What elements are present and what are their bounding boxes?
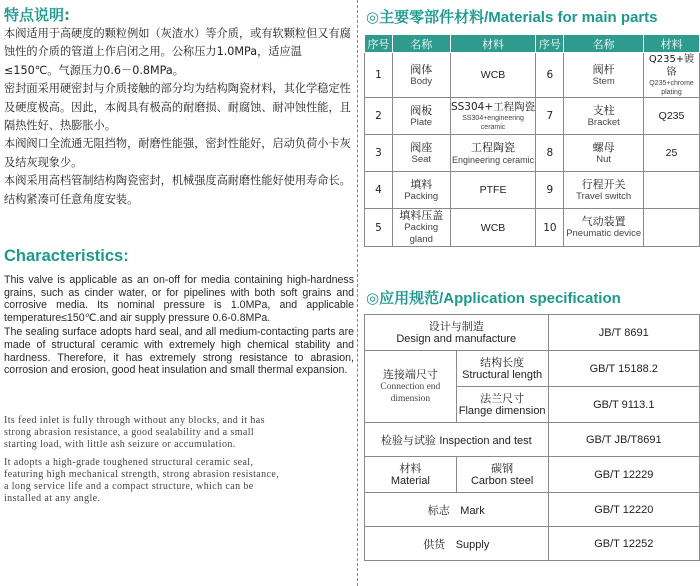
table-row bbox=[365, 457, 700, 493]
part-material bbox=[644, 172, 700, 209]
features-title: 特点说明: bbox=[4, 6, 70, 24]
table-row bbox=[365, 527, 700, 561]
characteristics-paragraph: This valve is applicable as an on-off for media containing high-hardness grains, such as cinder water, or for pipelines with both soft grains and corrosive media. Its nominal pressure is 1.0MPa, and applicable temperature≤150℃.and air supply pressure 0.6-0.8MPa. bbox=[4, 274, 354, 324]
table-row bbox=[365, 351, 700, 387]
column-header: 名称 bbox=[564, 35, 644, 53]
part-material: PTFE bbox=[450, 172, 536, 209]
spec-item: 供货 Supply bbox=[365, 527, 549, 561]
spec-item: 连接端尺寸 Connection end dimension bbox=[365, 351, 457, 423]
column-header: 名称 bbox=[392, 35, 450, 53]
materials-title-en: /Materials for main parts bbox=[484, 9, 658, 26]
spec-subitem: 碳钢 Carbon steel bbox=[456, 457, 548, 493]
characteristics-title: Characteristics: bbox=[4, 247, 129, 265]
part-material: 25 bbox=[644, 135, 700, 172]
right-column bbox=[364, 0, 700, 586]
materials-title bbox=[366, 6, 658, 27]
materials-table bbox=[364, 34, 700, 247]
part-name: 阀座 Seat bbox=[392, 135, 450, 172]
spec-standard: JB/T 8691 bbox=[548, 315, 699, 351]
row-number: 9 bbox=[536, 172, 564, 209]
features-paragraph: 本阀阀口全流通无阻挡物，耐磨性能强，密封性能好，启动负荷小卡灰及结灰现象少。 bbox=[4, 137, 351, 169]
table-row bbox=[365, 493, 700, 527]
circle-marker-icon: ◎ bbox=[366, 9, 380, 26]
row-number: 7 bbox=[536, 98, 564, 135]
part-name: 气动装置 Pneumatic device bbox=[564, 209, 644, 247]
features-paragraph: 密封面采用硬密封与介质接触的部分均为结构陶瓷材料，其化学稳定性及硬度极高。因此，本阀具有极高的耐磨损、耐腐蚀、耐冲蚀性能，且隔热性好、热膨胀小。 bbox=[4, 82, 351, 133]
table-row bbox=[365, 315, 700, 351]
table-row bbox=[365, 98, 700, 135]
characteristics-paragraph: It adopts a high-grade toughened structural ceramic seal, featuring high mechanical strength, strong abrasion resistance, a long service life and a compact structure, which can be installed at any angle. bbox=[4, 457, 280, 504]
part-material: 工程陶瓷 Engineering ceramic bbox=[450, 135, 536, 172]
spec-item: 标志 Mark bbox=[365, 493, 549, 527]
spec-standard: GB/T JB/T8691 bbox=[548, 423, 699, 457]
table-header-row bbox=[365, 35, 700, 53]
part-name: 阀体 Body bbox=[392, 53, 450, 98]
part-name: 螺母 Nut bbox=[564, 135, 644, 172]
part-material: WCB bbox=[450, 53, 536, 98]
row-number: 2 bbox=[365, 98, 393, 135]
features-text bbox=[4, 25, 352, 209]
part-material: Q235 bbox=[644, 98, 700, 135]
application-title-cn: 应用规范 bbox=[379, 290, 440, 307]
part-material: Q235+镀铬 Q235+chrome plating bbox=[644, 53, 700, 98]
part-name: 填料 Packing bbox=[392, 172, 450, 209]
row-number: 5 bbox=[365, 209, 393, 247]
row-number: 8 bbox=[536, 135, 564, 172]
features-paragraph: 本阀适用于高硬度的颗粒例如（灰渣水）等介质，或有软颗粒但又有腐蚀性的介质的管道上作启闭之用。公称压力1.0MPa，适应温≤150℃。气源压力0.6－0.8MPa。 bbox=[4, 27, 351, 77]
spec-standard: GB/T 9113.1 bbox=[548, 387, 699, 423]
table-row bbox=[365, 209, 700, 247]
column-header: 材料 bbox=[644, 35, 700, 53]
part-name: 阀杆 Stem bbox=[564, 53, 644, 98]
column-divider bbox=[357, 0, 358, 586]
row-number: 3 bbox=[365, 135, 393, 172]
characteristics-paragraph: Its feed inlet is fully through without any blocks, and it has strong abrasion resistance, a good sealability and a small starting load, with little ash seizure or accumulation. bbox=[4, 415, 265, 450]
spec-subitem: 结构长度 Structural length bbox=[456, 351, 548, 387]
part-name: 行程开关 Travel switch bbox=[564, 172, 644, 209]
application-title bbox=[366, 287, 621, 308]
row-number: 10 bbox=[536, 209, 564, 247]
characteristics-paragraph: The sealing surface adopts hard seal, and all medium-contacting parts are made of structural ceramic with extremely high chemical stability and hardness. Therefore, it has extremely strong resistance to abrasion, corrosion and erosion, good heat insulation and small thermal expansion. bbox=[4, 326, 354, 377]
spec-standard: GB/T 12252 bbox=[548, 527, 699, 561]
characteristics-text-serif bbox=[4, 415, 384, 511]
row-number: 1 bbox=[365, 53, 393, 98]
spec-subitem: 法兰尺寸 Flange dimension bbox=[456, 387, 548, 423]
column-header: 材料 bbox=[450, 35, 536, 53]
features-paragraph: 本阀采用高档管制结构陶瓷密封，机械强度高耐磨性能好使用寿命长。结构紧凑可任意角度安装。 bbox=[4, 174, 351, 206]
part-name: 阀板 Plate bbox=[392, 98, 450, 135]
part-material bbox=[644, 209, 700, 247]
spec-standard: GB/T 12229 bbox=[548, 457, 699, 493]
characteristics-text bbox=[4, 274, 354, 379]
table-row bbox=[365, 53, 700, 98]
spec-item: 设计与制造 Design and manufacture bbox=[365, 315, 549, 351]
table-row bbox=[365, 172, 700, 209]
materials-title-cn: 主要零部件材料 bbox=[379, 9, 485, 26]
table-row bbox=[365, 135, 700, 172]
part-name: 填料压盖 Packing gland bbox=[392, 209, 450, 247]
part-material: SS304+工程陶瓷 SS304+engineering ceramic bbox=[450, 98, 536, 135]
column-header: 序号 bbox=[365, 35, 393, 53]
circle-marker-icon: ◎ bbox=[366, 290, 380, 307]
application-table bbox=[364, 314, 700, 561]
part-name: 支柱 Bracket bbox=[564, 98, 644, 135]
row-number: 4 bbox=[365, 172, 393, 209]
spec-standard: GB/T 15188.2 bbox=[548, 351, 699, 387]
row-number: 6 bbox=[536, 53, 564, 98]
spec-standard: GB/T 12220 bbox=[548, 493, 699, 527]
spec-item: 检验与试验 Inspection and test bbox=[365, 423, 549, 457]
table-row bbox=[365, 423, 700, 457]
application-title-en: /Application specification bbox=[439, 290, 621, 307]
column-header: 序号 bbox=[536, 35, 564, 53]
spec-item: 材料 Material bbox=[365, 457, 457, 493]
part-material: WCB bbox=[450, 209, 536, 247]
